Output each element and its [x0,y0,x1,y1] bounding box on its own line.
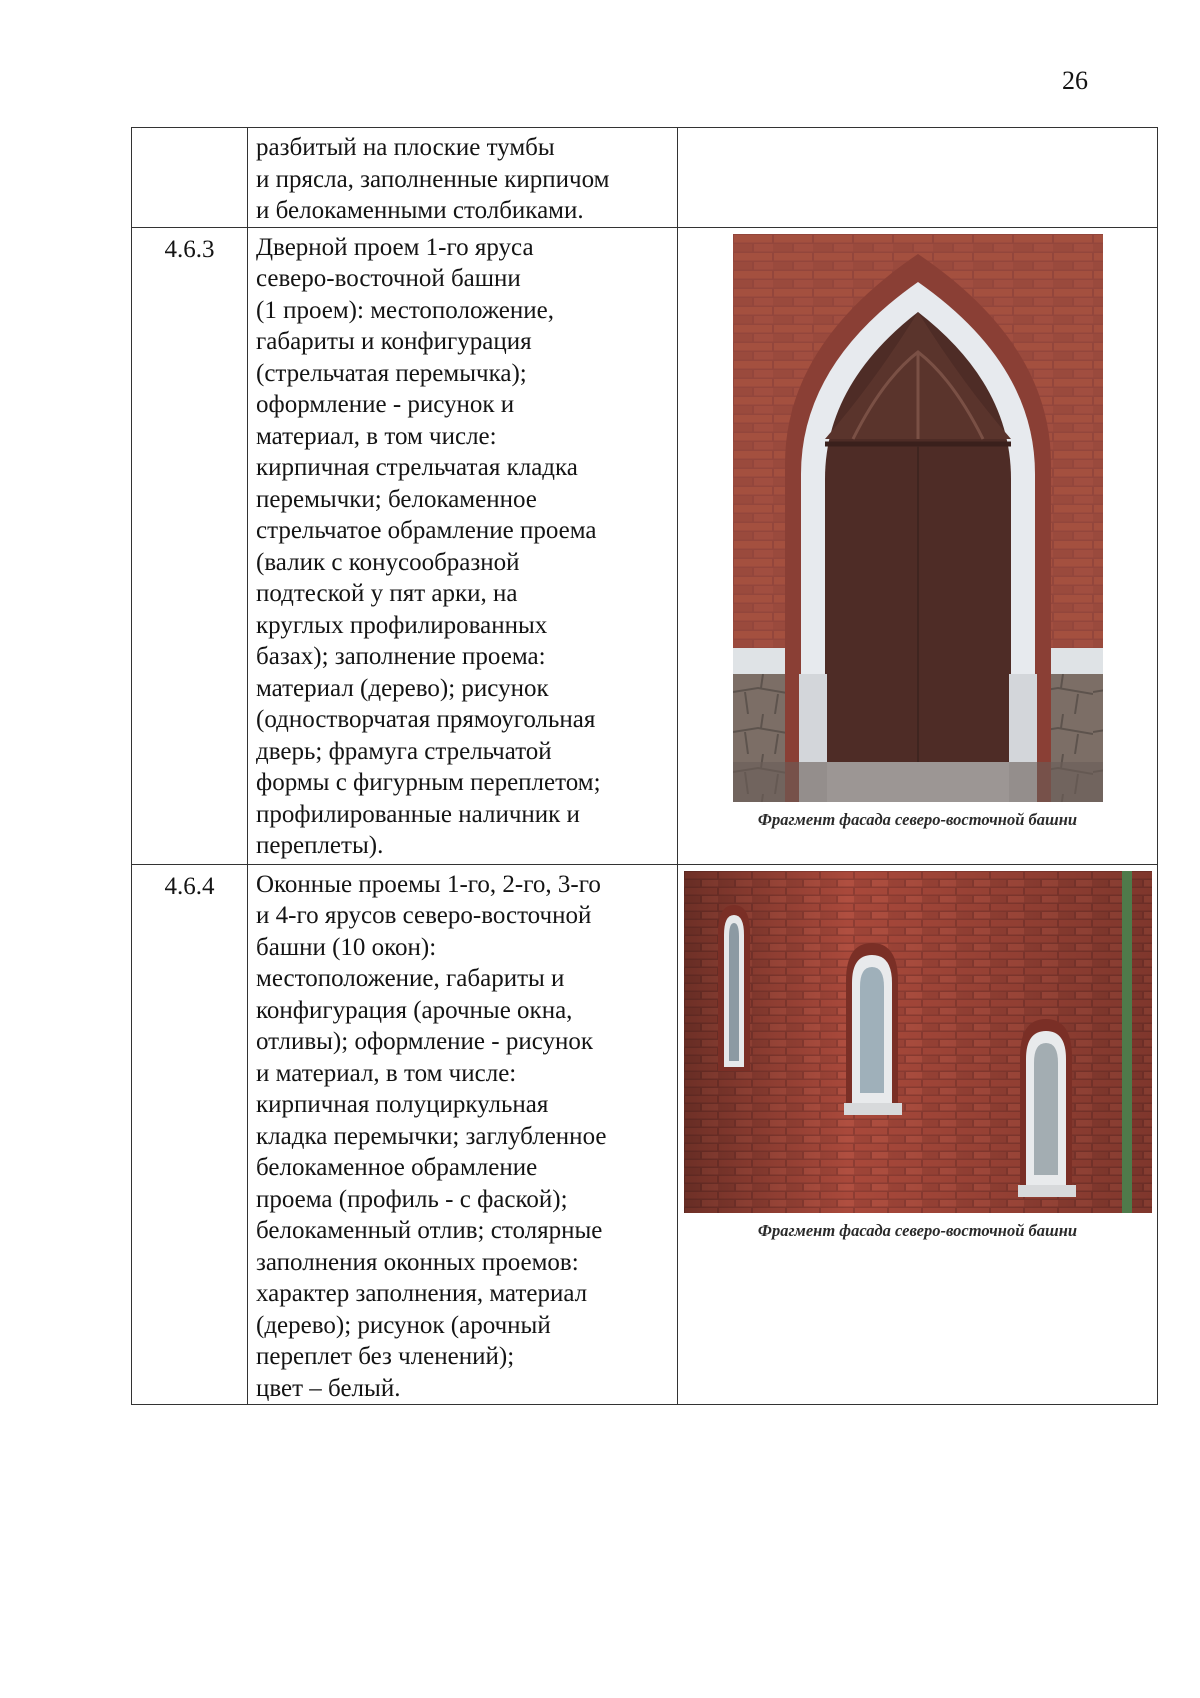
table-row [132,227,1158,864]
photo-caption: Фрагмент фасада северо-восточной башни [757,809,1078,829]
description-cell [248,864,678,1405]
door-photo [733,234,1103,802]
description-line: стрельчатое обрамление проема [256,517,597,544]
description-line: оформление - рисунок и [256,391,515,418]
description-line: подтеской у пят арки, на [256,580,518,607]
description-line: характер заполнения, материал [256,1280,588,1307]
window-2-sill [844,1103,902,1115]
description-line: материал, в том числе: [256,422,497,450]
description-line: габариты и конфигурация [256,328,532,355]
description-line: и прясла, заполненные кирпичом [256,165,610,193]
description-line: материал (дерево); рисунок [256,674,549,702]
description-line: круглых профилированных [256,611,548,639]
description-line: белокаменное обрамление [256,1154,538,1181]
description-line: Дверной проем 1-го яруса [256,233,534,261]
window-2-glass [860,967,884,1093]
table-row [132,864,1158,1405]
description-line: формы с фигурным переплетом; [256,769,601,796]
description-line: заполнения оконных проемов: [256,1248,579,1276]
photo-cell [678,864,1158,1405]
heritage-elements-table [131,127,1158,1405]
description-line: (1 проем): местоположение, [256,296,554,324]
description-line: цвет – белый. [256,1374,401,1402]
description-line: (одностворчатая прямоугольная [256,706,596,733]
description-line: местоположение, габариты и [256,965,565,992]
windows-photo [684,871,1152,1213]
description-line: башни (10 окон): [256,933,437,961]
description-line: разбитый на плоские тумбы [256,134,555,161]
description-cell [248,227,678,864]
description-cell [248,128,678,228]
ground-shadow [733,762,1103,802]
window-3-sill [1018,1185,1076,1197]
description-line: переплеты). [256,832,384,859]
description-line: белокаменный отлив; столярные [256,1217,603,1244]
item-number-cell [132,128,248,228]
description-line: северо-восточной башни [256,265,521,292]
window-1-glass [729,923,739,1061]
photo-cell-empty [678,128,1158,228]
item-number-cell: 4.6.4 [132,864,248,1405]
description-line: кирпичная стрельчатая кладка [256,454,578,481]
photo-caption: Фрагмент фасада северо-восточной башни [757,1220,1078,1240]
description-line: дверь; фрамуга стрельчатой [256,737,552,765]
description-line: Оконные проемы 1-го, 2-го, 3-го [256,870,601,898]
tower-curvature-shade [684,871,1152,1213]
description-line: перемычки; белокаменное [256,485,537,513]
description-line: профилированные наличник и [256,800,580,828]
description-line: и материал, в том числе: [256,1059,517,1087]
description-line: (валик с конусообразной [256,548,520,576]
description-line: переплет без членений); [256,1343,515,1370]
description-line: базах); заполнение проема: [256,643,546,670]
description-line: отливы); оформление - рисунок [256,1028,594,1055]
description-line: и белокаменными столбиками. [256,197,584,224]
description-line: (дерево); рисунок (арочный [256,1311,551,1339]
table-row [132,128,1158,228]
page-number: 26 [1062,66,1088,95]
drainpipe [1122,871,1132,1213]
description-line: (стрельчатая перемычка); [256,359,527,387]
description-line: проема (профиль - с фаской); [256,1185,568,1213]
description-line: и 4-го ярусов северо-восточной [256,902,592,929]
photo-cell [678,227,1158,864]
description-line: кирпичная полуциркульная [256,1091,549,1118]
window-3-glass [1034,1043,1058,1175]
item-number-cell: 4.6.3 [132,227,248,864]
description-line: кладка перемычки; заглубленное [256,1122,607,1150]
description-line: конфигурация (арочные окна, [256,996,573,1024]
